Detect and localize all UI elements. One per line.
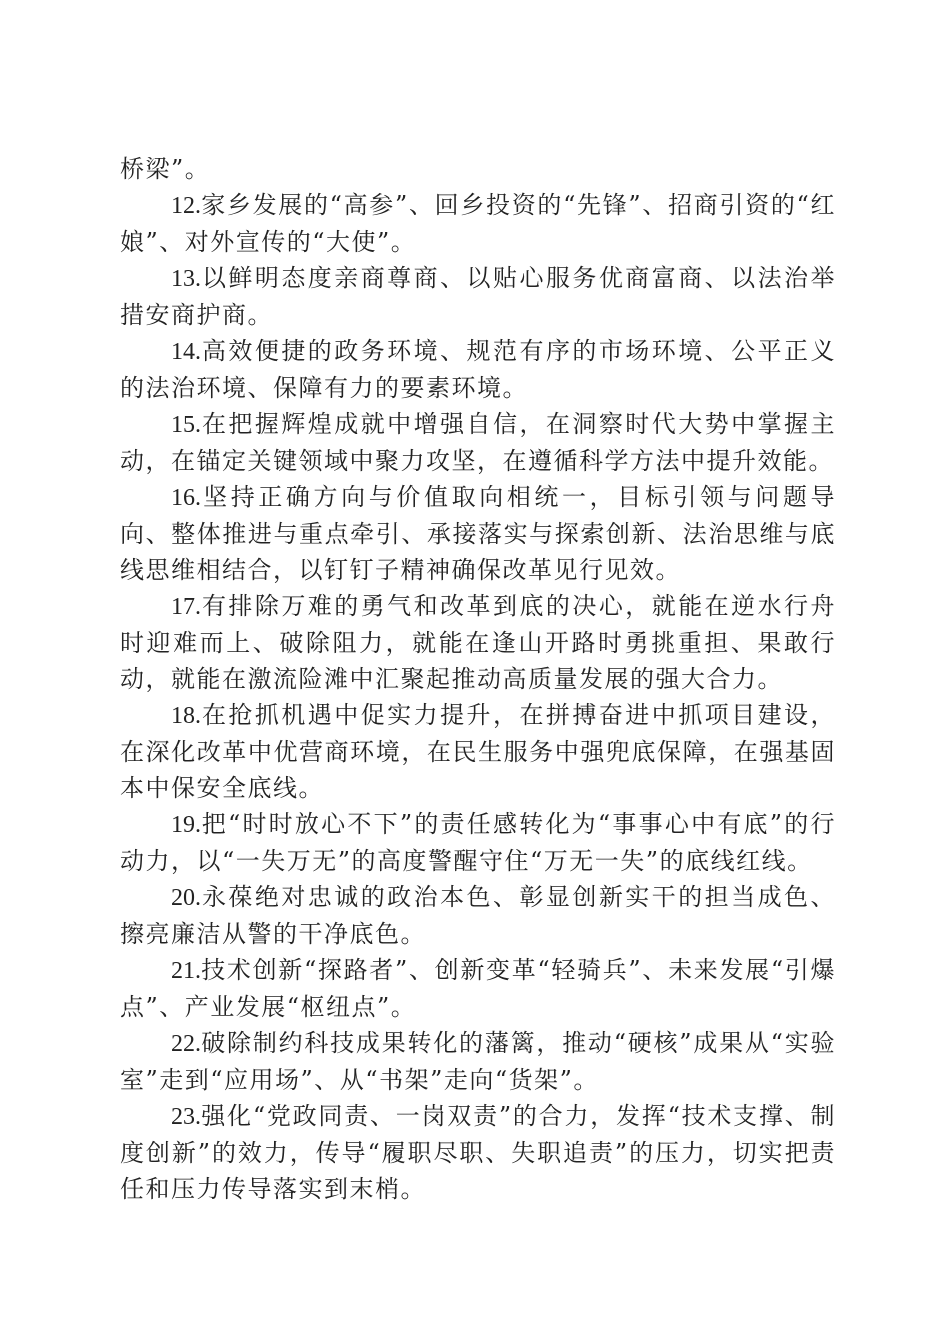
item-number: 17. [171,594,201,620]
item-number: 18. [171,703,201,729]
document-body [120,151,836,1207]
item-number: 16. [171,485,201,511]
item-text: 坚持正确方向与价值取向相统一，目标引领与问题导向、整体推进与重点牵引、承接落实与探索创新、法治思维与底线思维相结合，以钉钉子精神确保改革见行见效。 [120,483,836,584]
item-number: 21. [171,958,201,984]
item-number: 22. [171,1031,201,1057]
item-text: 在把握辉煌成就中增强自信，在洞察时代大势中掌握主动，在锚定关键领域中聚力攻坚，在遵循科学方法中提升效能。 [120,410,836,475]
item-text: 破除制约科技成果转化的藩篱，推动“硬核”成果从“实验室”走到“应用场”、从“书架”走向“货架”。 [120,1029,836,1094]
continuation-paragraph: 桥梁”。 [120,155,211,183]
item-text: 把“时时放心不下”的责任感转化为“事事心中有底”的行动力，以“一失万无”的高度警醒守住“万无一失”的底线红线。 [120,810,836,875]
item-text: 强化“党政同责、一岗双责”的合力，发挥“技术支撑、制度创新”的效力，传导“履职尽职、失职追责”的压力，切实把责任和压力传导落实到末梢。 [120,1102,836,1203]
list-item-22 [120,1025,836,1098]
list-item-21 [120,952,836,1025]
item-text: 永葆绝对忠诚的政治本色、彰显创新实干的担当成色、擦亮廉洁从警的干净底色。 [120,883,836,948]
item-text: 技术创新“探路者”、创新变革“轻骑兵”、未来发展“引爆点”、产业发展“枢纽点”。 [120,956,836,1021]
item-text: 有排除万难的勇气和改革到底的决心，就能在逆水行舟时迎难而上、破除阻力，就能在逢山开路时勇挑重担、果敢行动，就能在激流险滩中汇聚起推动高质量发展的强大合力。 [120,592,836,693]
item-number: 23. [171,1104,201,1130]
item-number: 15. [171,412,201,438]
item-text: 高效便捷的政务环境、规范有序的市场环境、公平正义的法治环境、保障有力的要素环境。 [120,337,836,402]
list-item-15 [120,406,836,479]
list-item-16 [120,479,836,588]
item-text: 以鲜明态度亲商尊商、以贴心服务优商富商、以法治举措安商护商。 [120,264,836,329]
list-item-20 [120,879,836,952]
list-item-14 [120,333,836,406]
item-number: 12. [171,193,201,219]
list-item-19 [120,806,836,879]
list-item-12 [120,187,836,260]
item-number: 13. [171,266,201,292]
item-number: 20. [171,885,201,911]
list-item-18 [120,697,836,806]
item-text: 家乡发展的“高参”、回乡投资的“先锋”、招商引资的“红娘”、对外宣传的“大使”。 [120,191,836,256]
list-item-17 [120,588,836,697]
item-number: 14. [171,339,201,365]
list-item-23 [120,1098,836,1207]
item-number: 19. [171,812,201,838]
list-item-13 [120,260,836,333]
item-text: 在抢抓机遇中促实力提升，在拼搏奋进中抓项目建设，在深化改革中优营商环境，在民生服务中强兜底保障，在强基固本中保安全底线。 [120,701,836,802]
